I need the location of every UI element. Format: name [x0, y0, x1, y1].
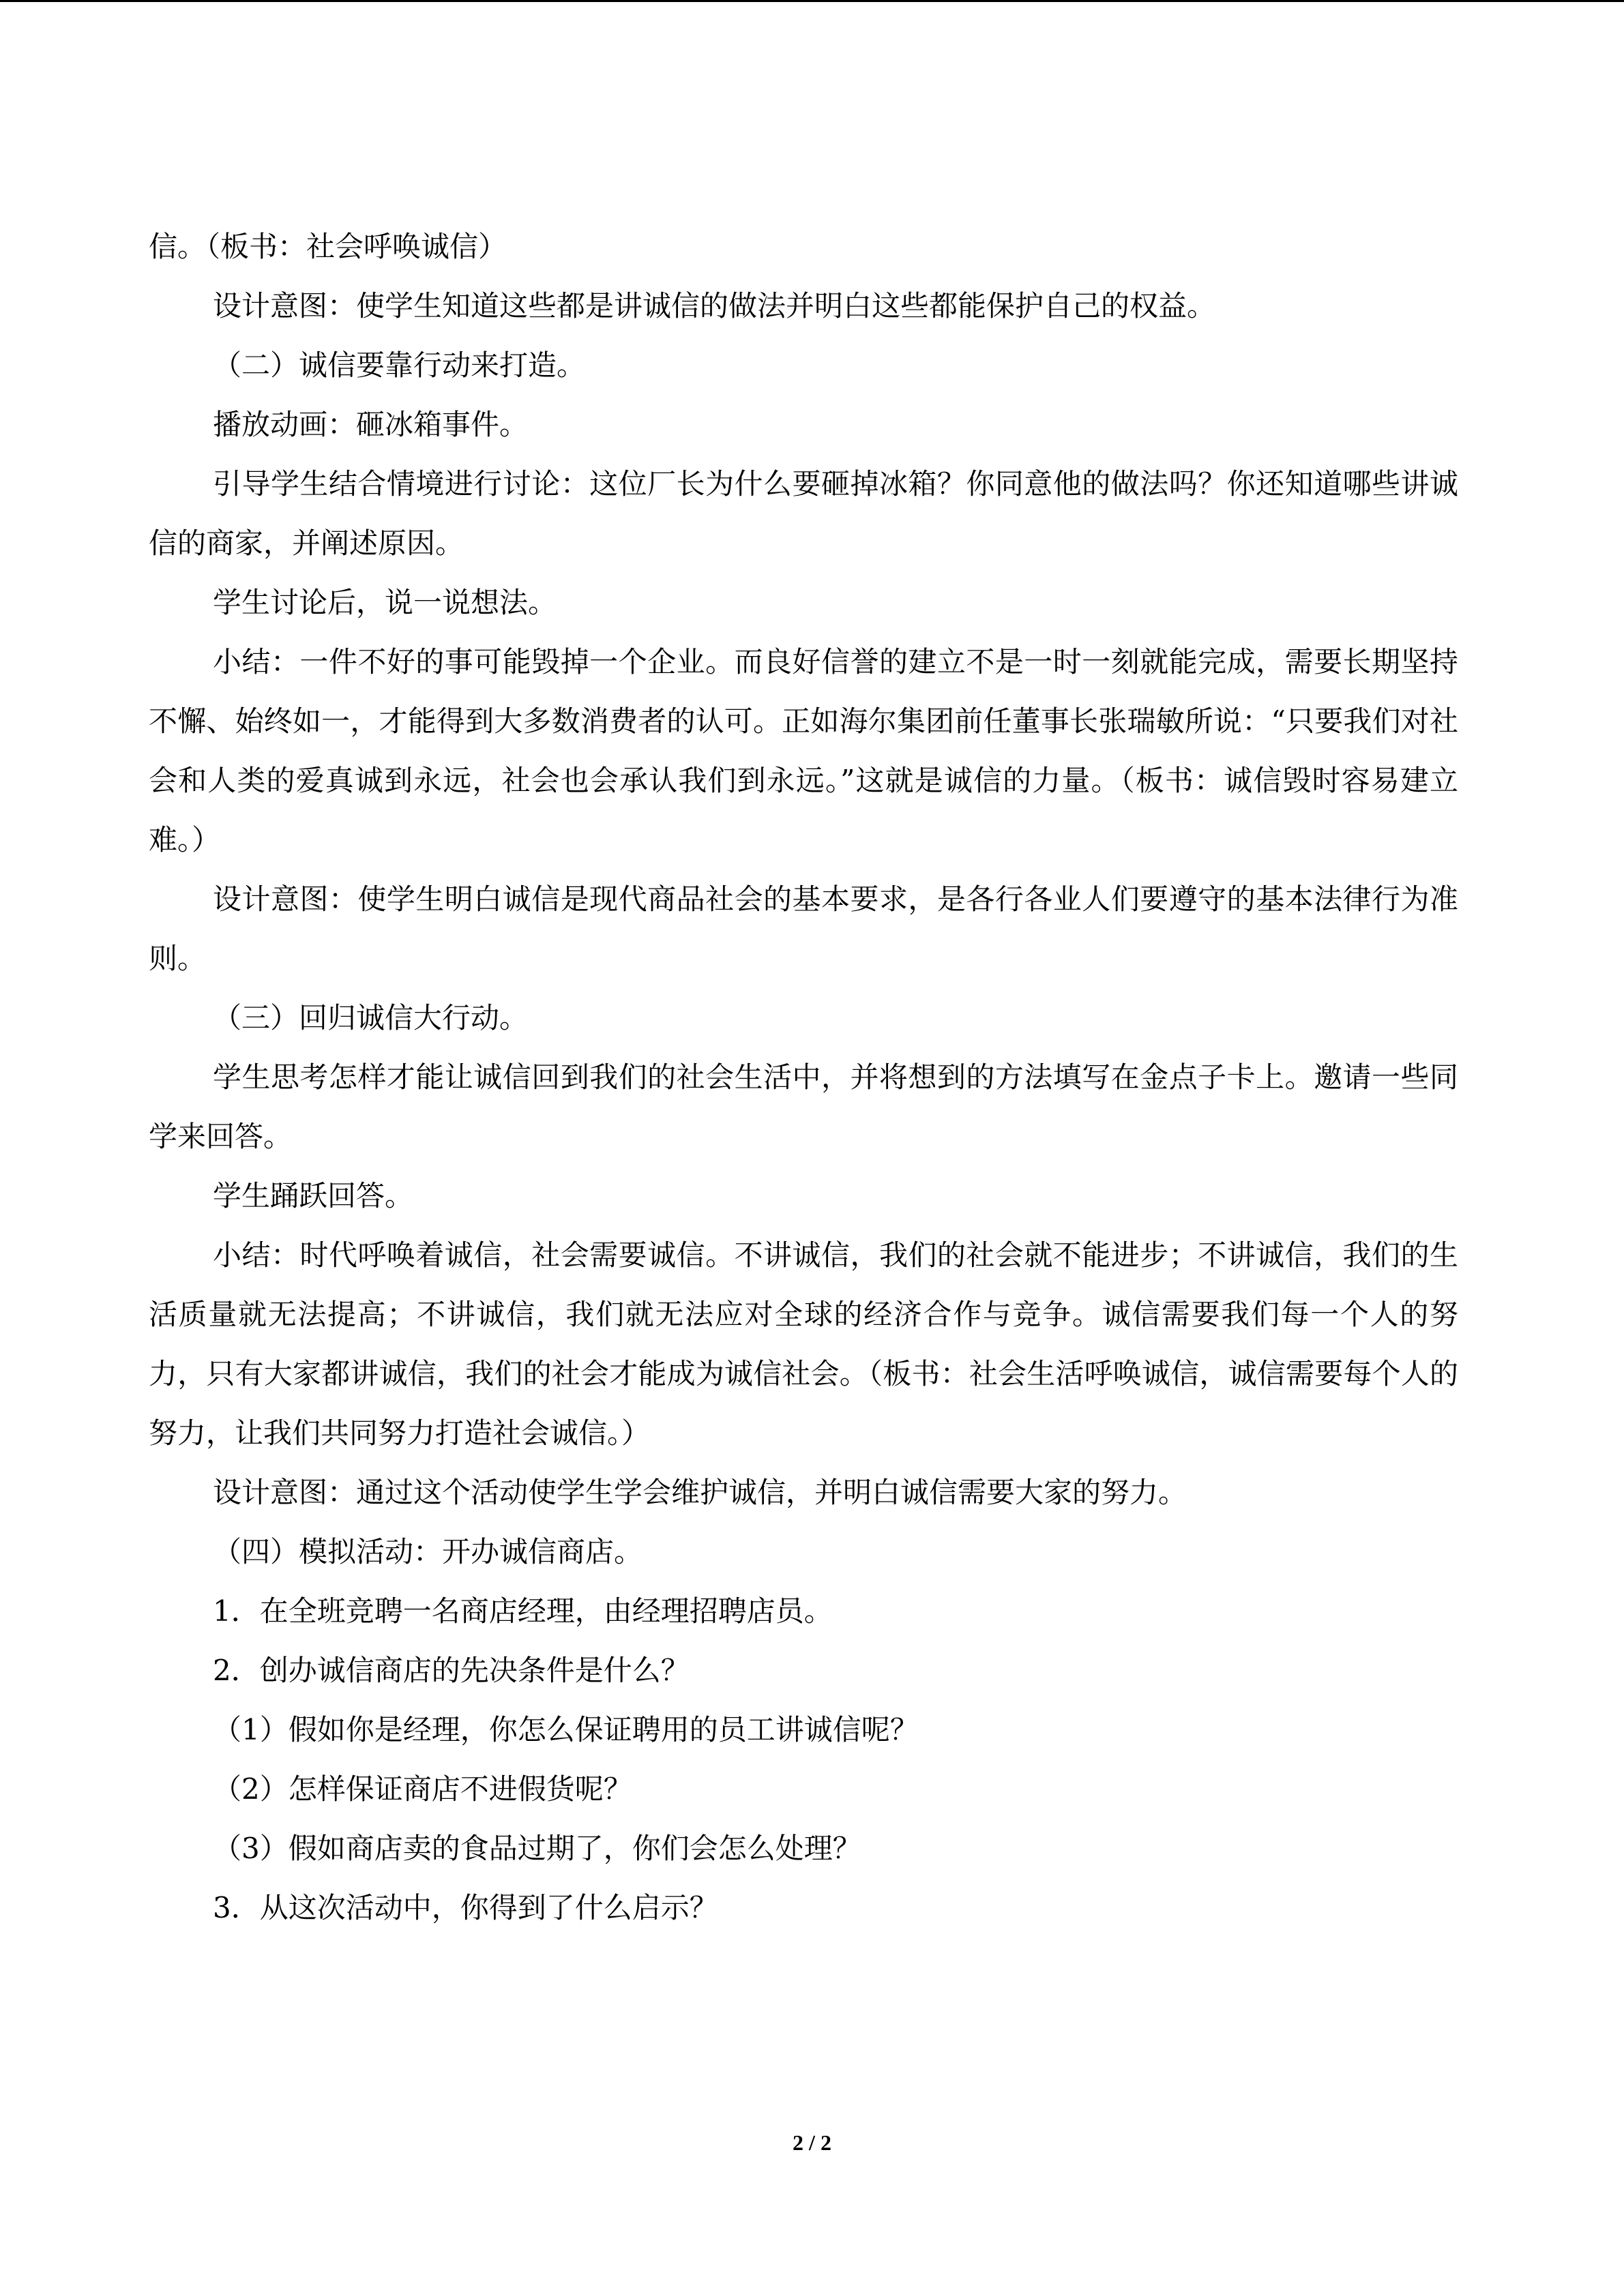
paragraph-student-answers: 学生踊跃回答。 [213, 1179, 414, 1212]
paragraph-continuation: 信。（板书：社会呼唤诚信） [149, 230, 507, 263]
section-heading-3: （三）回归诚信大行动。 [213, 1001, 529, 1034]
top-border-line [0, 0, 1624, 2]
paragraph-discussion-prompt: 引导学生结合情境进行讨论：这位厂长为什么要砸掉冰箱？你同意他的做法吗？你还知道哪些讲诚信的商家，并阐述原因。 [149, 467, 1458, 560]
paragraph-design-intent-2: 设计意图：使学生明白诚信是现代商品社会的基本要求，是各行各业人们要遵守的基本法律行为准则。 [149, 882, 1458, 975]
sub-item-1: （1）假如你是经理，你怎么保证聘用的员工讲诚信呢？ [213, 1713, 919, 1746]
list-item-2: 2．创办诚信商店的先决条件是什么？ [213, 1654, 690, 1687]
section-heading-2: （二）诚信要靠行动来打造。 [213, 348, 586, 382]
sub-item-2: （2）怎样保证商店不进假货呢？ [213, 1772, 632, 1806]
list-item-1: 1．在全班竞聘一名商店经理，由经理招聘店员。 [213, 1594, 833, 1628]
paragraph-summary-2: 小结：时代呼唤着诚信，社会需要诚信。不讲诚信，我们的社会就不能进步；不讲诚信，我们的生活质量就无法提高；不讲诚信，我们就无法应对全球的经济合作与竞争。诚信需要我们每一个人的努力，只有大家都讲诚信，我们的社会才能成为诚信社会。（板书：社会生活呼唤诚信，诚信需要每个人的努力，让我们共同努力打造社会诚信。） [149, 1238, 1458, 1450]
document-body [149, 217, 1458, 1937]
paragraph-student-thinking: 学生思考怎样才能让诚信回到我们的社会生活中，并将想到的方法填写在金点子卡上。邀请一些同学来回答。 [149, 1060, 1458, 1153]
section-heading-4: （四）模拟活动：开办诚信商店。 [213, 1535, 643, 1568]
paragraph-student-discussion: 学生讨论后，说一说想法。 [213, 586, 557, 619]
paragraph-summary-1: 小结：一件不好的事可能毁掉一个企业。而良好信誉的建立不是一时一刻就能完成，需要长期坚持不懈、始终如一，才能得到大多数消费者的认可。正如海尔集团前任董事长张瑞敏所说：“只要我们对社会和人类的爱真诚到永远，社会也会承认我们到永远。”这就是诚信的力量。（板书：诚信毁时容易建立难。） [149, 645, 1458, 856]
list-item-3: 3．从这次活动中，你得到了什么启示？ [213, 1891, 718, 1924]
page-number: 2 / 2 [793, 2130, 831, 2155]
paragraph-design-intent-1: 设计意图：使学生知道这些都是讲诚信的做法并明白这些都能保护自己的权益。 [213, 289, 1216, 323]
paragraph-design-intent-3: 设计意图：通过这个活动使学生学会维护诚信，并明白诚信需要大家的努力。 [213, 1476, 1187, 1509]
sub-item-3: （3）假如商店卖的食品过期了，你们会怎么处理？ [213, 1832, 861, 1865]
paragraph-play-animation: 播放动画：砸冰箱事件。 [213, 408, 529, 441]
